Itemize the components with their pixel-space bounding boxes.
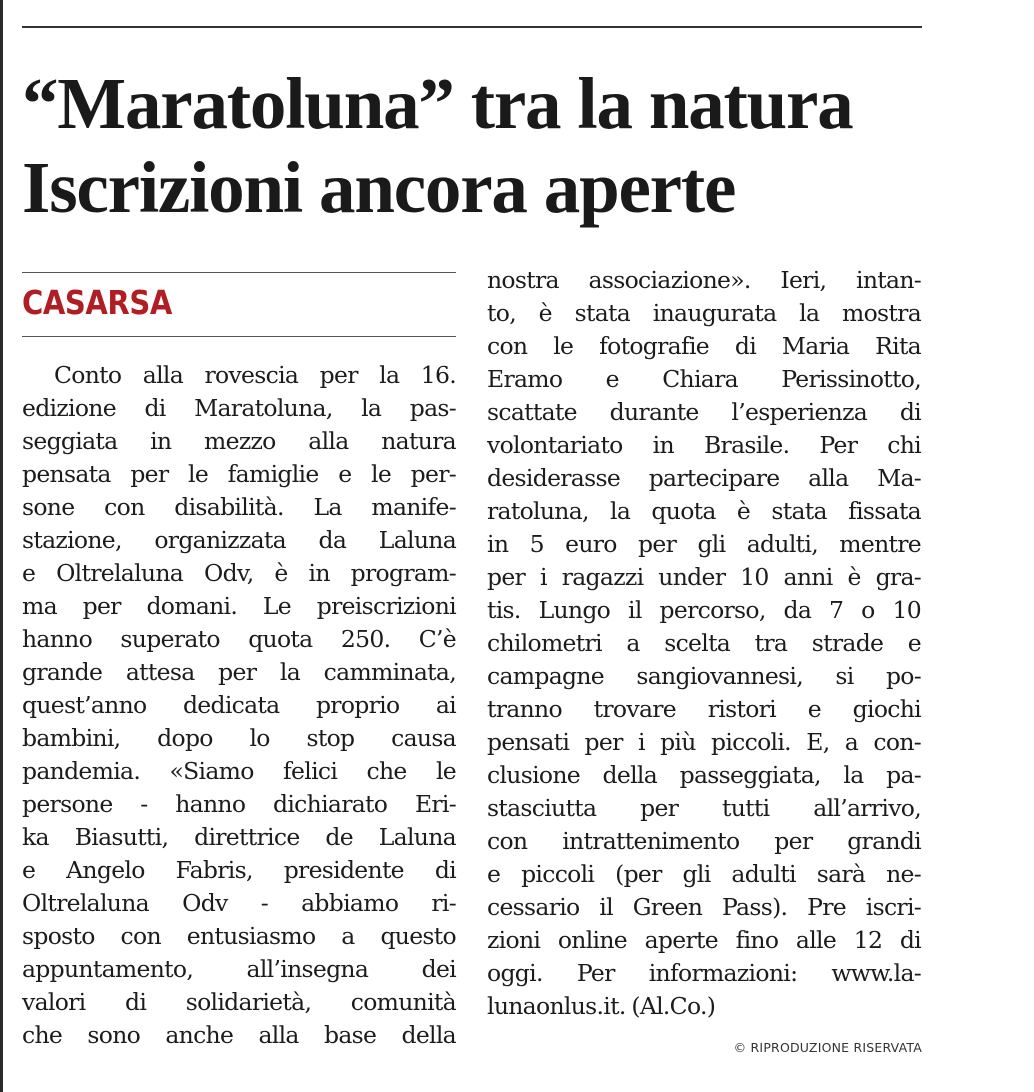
body-line: e piccoli (per gli adulti sarà ne- (487, 860, 921, 888)
body-line: tis. Lungo il percorso, da 7 o 10 (487, 596, 921, 624)
body-line: in 5 euro per gli adulti, mentre (487, 530, 921, 558)
headline-line-1: “Maratoluna” tra la natura (22, 63, 853, 144)
body-line: ratoluna, la quota è stata fissata (487, 497, 921, 525)
body-line: che sono anche alla base della (22, 1021, 456, 1049)
body-line: desiderasse partecipare alla Ma- (487, 464, 921, 492)
body-line: ka Biasutti, direttrice de Laluna (22, 823, 456, 851)
headline (22, 62, 942, 230)
body-line: valori di solidarietà, comunità (22, 988, 456, 1016)
body-line: bambini, dopo lo stop causa (22, 724, 456, 752)
body-line: volontariato in Brasile. Per chi (487, 431, 921, 459)
kicker-rule-top (22, 272, 456, 273)
body-line: nostra associazione». Ieri, intan- (487, 266, 921, 294)
body-line: oggi. Per informazioni: www.la- (487, 959, 921, 987)
body-line: persone - hanno dichiarato Eri- (22, 790, 456, 818)
body-line: zioni online aperte fino alle 12 di (487, 926, 921, 954)
body-line: Oltrelaluna Odv - abbiamo ri- (22, 889, 456, 917)
body-line: per i ragazzi under 10 anni è gra- (487, 563, 921, 591)
body-line: clusione della passeggiata, la pa- (487, 761, 921, 789)
body-line: pandemia. «Siamo felici che le (22, 757, 456, 785)
body-line: Eramo e Chiara Perissinotto, (487, 365, 921, 393)
body-line: e Oltrelaluna Odv, è in program- (22, 559, 456, 587)
body-line: seggiata in mezzo alla natura (22, 427, 456, 455)
body-line: chilometri a scelta tra strade e (487, 629, 921, 657)
body-line: con le fotografie di Maria Rita (487, 332, 921, 360)
body-line: ma per domani. Le preiscrizioni (22, 592, 456, 620)
body-line: con intrattenimento per grandi (487, 827, 921, 855)
body-line: campagne sangiovannesi, si po- (487, 662, 921, 690)
headline-line-2: Iscrizioni ancora aperte (22, 147, 736, 228)
body-line: scattate durante l’esperienza di (487, 398, 921, 426)
body-line: appuntamento, all’insegna dei (22, 955, 456, 983)
body-line: to, è stata inaugurata la mostra (487, 299, 921, 327)
body-line: sone con disabilità. La manife- (22, 493, 456, 521)
body-line: edizione di Maratoluna, la pas- (22, 394, 456, 422)
body-line: stazione, organizzata da Laluna (22, 526, 456, 554)
body-line: quest’anno dedicata proprio ai (22, 691, 456, 719)
body-line: pensati per i più piccoli. E, a con- (487, 728, 921, 756)
body-line: Conto alla rovescia per la 16. (54, 361, 456, 389)
kicker: CASARSA (22, 283, 172, 322)
body-line: sposto con entusiasmo a questo (22, 922, 456, 950)
kicker-rule-bottom (22, 336, 456, 337)
article-body-right-column (487, 264, 921, 1023)
body-line: grande attesa per la camminata, (22, 658, 456, 686)
article-body-left-column (22, 359, 456, 1052)
body-line: e Angelo Fabris, presidente di (22, 856, 456, 884)
page-edge-rule (0, 0, 3, 1092)
copyright-notice: © RIPRODUZIONE RISERVATA (733, 1040, 922, 1055)
body-line: hanno superato quota 250. C’è (22, 625, 456, 653)
body-line: stasciutta per tutti all’arrivo, (487, 794, 921, 822)
body-line: cessario il Green Pass). Pre iscri- (487, 893, 921, 921)
body-line: pensata per le famiglie e le per- (22, 460, 456, 488)
top-rule (22, 26, 922, 28)
body-line: tranno trovare ristori e giochi (487, 695, 921, 723)
body-line: lunaonlus.it. (Al.Co.) (487, 992, 716, 1020)
